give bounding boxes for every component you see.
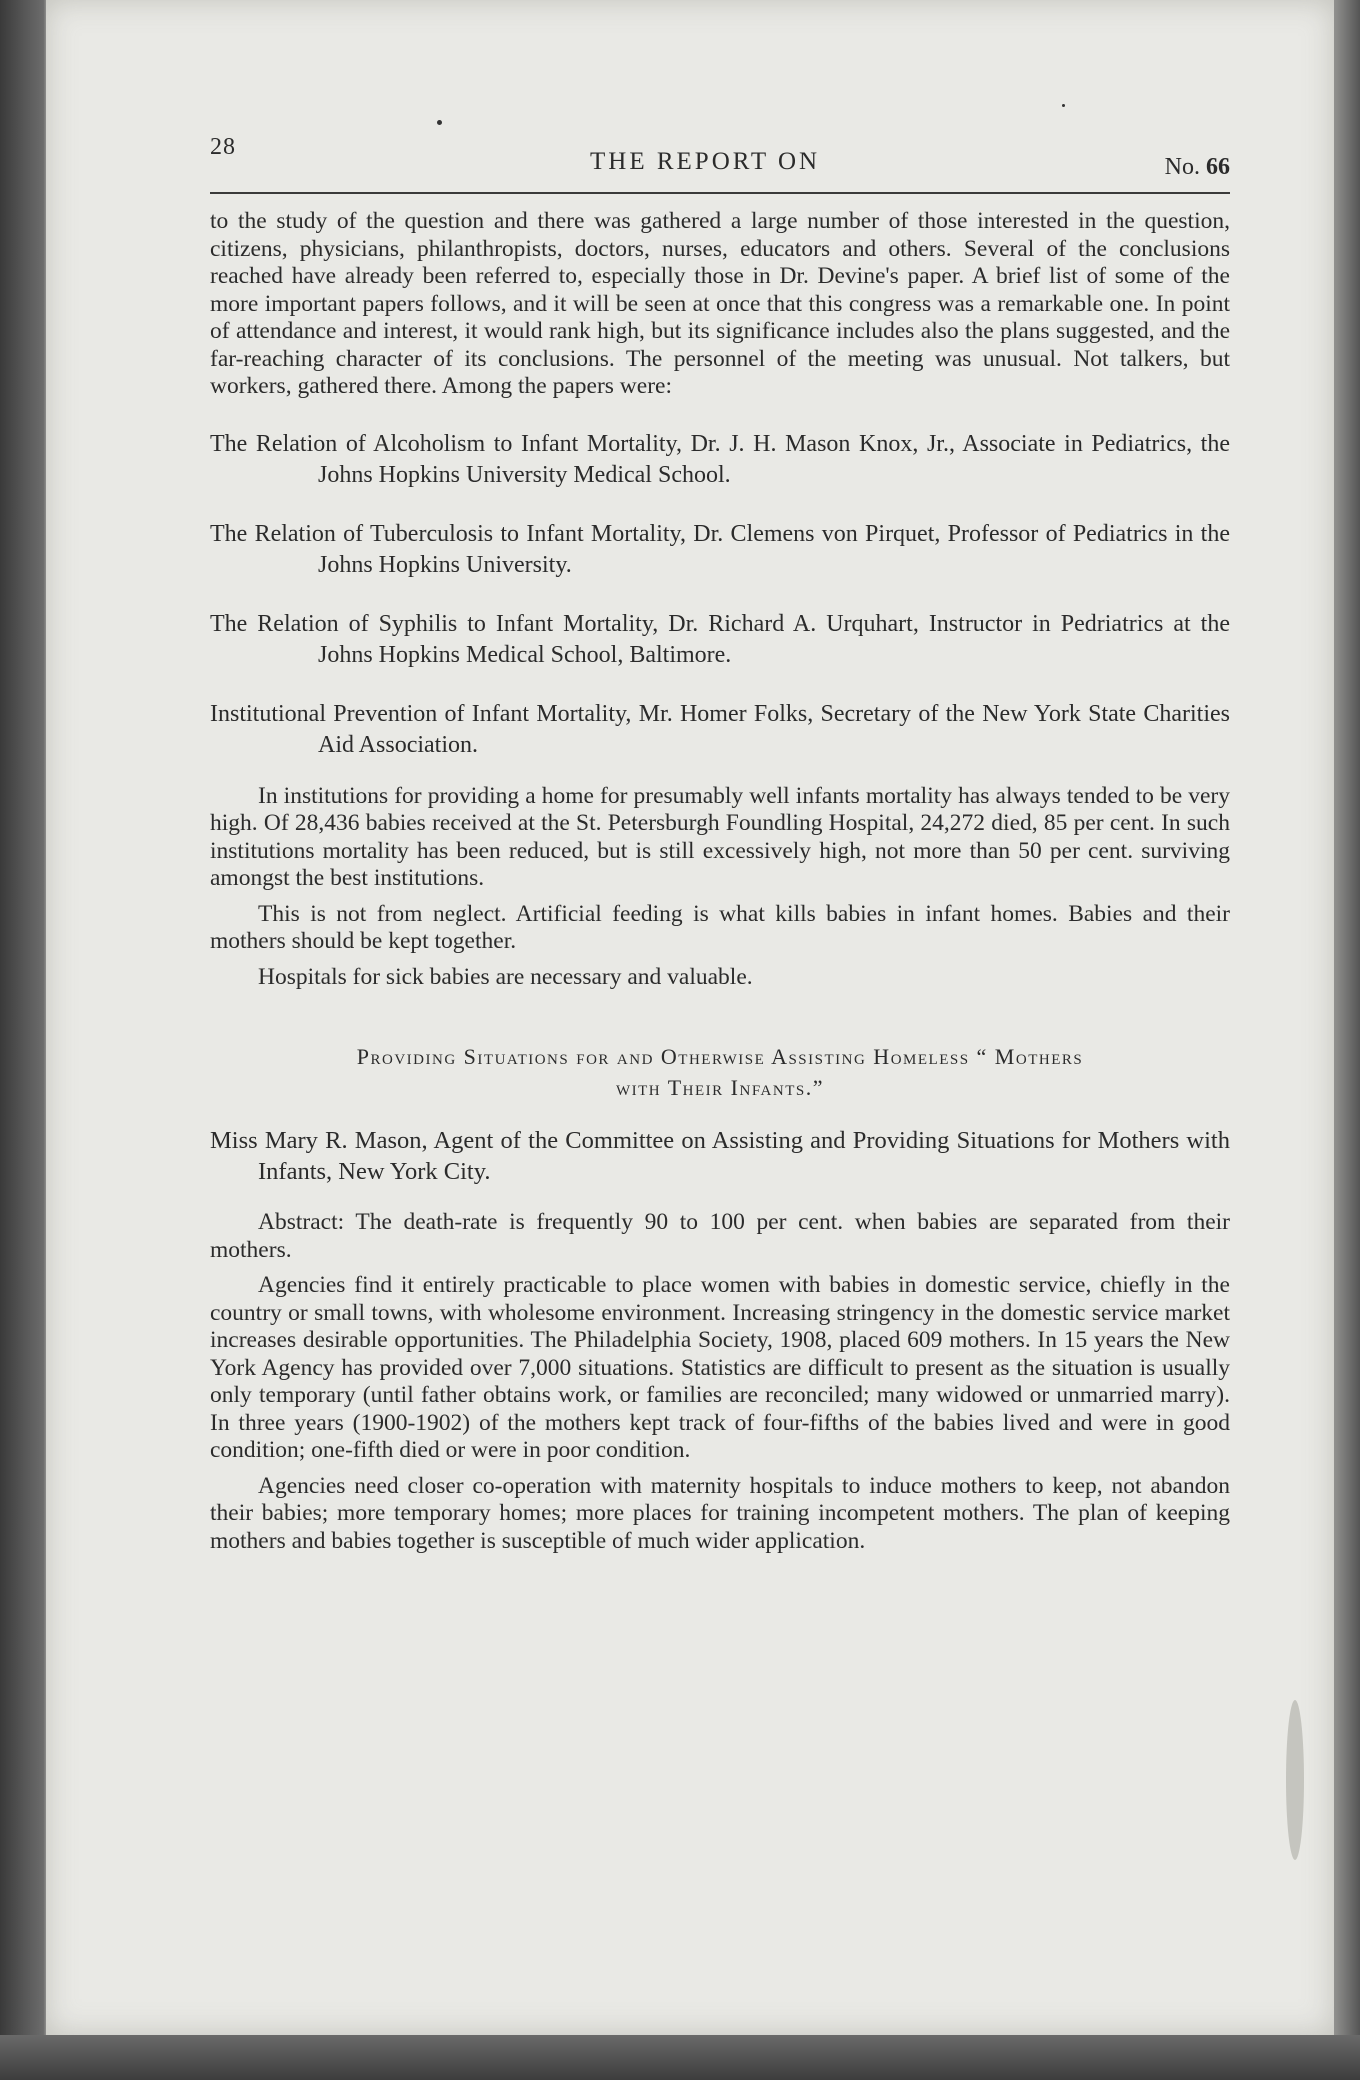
ink-speck [1062, 104, 1065, 107]
page-number: 28 [210, 134, 236, 160]
paper-entry-tuberculosis: The Relation of Tuberculosis to Infant Mortality, Dr. Clemens von Pirquet, Professor of Pediatrics in the Johns Hopkins University. [210, 520, 1230, 578]
issue-value: 66 [1206, 154, 1230, 180]
page-content [210, 130, 1230, 1555]
abstract-paragraph: Abstract: The death-rate is frequently 90 to 100 per cent. when babies are separated from their mothers. [210, 1209, 1230, 1263]
section-heading-line-1: Providing Situations for and Otherwise Assisting Homeless “ Mothers [356, 1044, 1084, 1069]
paper-entry-alcoholism: The Relation of Alcoholism to Infant Mortality, Dr. J. H. Mason Knox, Jr., Associate in Pediatrics, the Johns Hopkins University Medical School. [210, 430, 1230, 488]
neglect-paragraph: This is not from neglect. Artificial feeding is what kills babies in infant homes. Babies and their mothers should be kept together. [210, 900, 1230, 954]
paper-entry-syphilis: The Relation of Syphilis to Infant Mortality, Dr. Richard A. Urquhart, Instructor in Pedriatrics at the Johns Hopkins Medical School, Baltimore. [210, 610, 1230, 668]
running-header [210, 130, 1230, 194]
paper-entry-institutional-prevention: Institutional Prevention of Infant Mortality, Mr. Homer Folks, Secretary of the New York State Charities Aid Association. [210, 700, 1230, 758]
institutions-paragraph: In institutions for providing a home for presumably well infants mortality has always tended to be very high. Of 28,436 babies received at the St. Petersburgh Foundling Hospital, 24,272 died, 85 per cent. In such institutions mortality has been reduced, but is still excessively high, not more than 50 per cent. surviving amongst the best institutions. [210, 782, 1230, 891]
page-edge-shadow [1286, 1700, 1304, 1860]
closing-paragraph: Agencies need closer co-operation with maternity hospitals to induce mothers to keep, not abandon their babies; more temporary homes; more places for training incompetent mothers. The plan of keeping mothers and babies together is susceptible of much wider application. [210, 1472, 1230, 1554]
hospitals-paragraph: Hospitals for sick babies are necessary and valuable. [258, 963, 753, 990]
intro-paragraph: to the study of the question and there was gathered a large number of those interested in the question, citizens, physicians, philanthropists, doctors, nurses, educators and others. Several of the conclusions reached have already been referred to, especially those in Dr. Devine's paper. A brief list of some of the more important papers follows, and it will be seen at once that this congress was a remarkable one. In point of attendance and interest, it would rank high, but its significance includes also the plans suggested, and the far-reaching character of its conclusions. The personnel of the meeting was unusual. Not talkers, but workers, gathered there. Among the papers were: [210, 208, 1230, 399]
section-author: Miss Mary R. Mason, Agent of the Committee on Assisting and Providing Situations for Mothers with Infants, New York City. [210, 1127, 1230, 1185]
issue-number [1165, 154, 1230, 181]
running-title: THE REPORT ON [590, 148, 821, 175]
scan-bottom-edge [0, 2035, 1360, 2080]
agencies-paragraph: Agencies find it entirely practicable to place women with babies in domestic service, chiefly in the country or small towns, with wholesome environment. Increasing stringency in the domestic service market increases desirable opportunities. The Philadelphia Society, 1908, placed 609 mothers. In 15 years the New York Agency has provided over 7,000 situations. Statistics are difficult to present as the situation is usually only temporary (until father obtains work, or families are reconciled; many widowed or unmarried marry). In three years (1900-1902) of the mothers kept track of four-fifths of the babies lived and were in good condition; one-fifth died or were in poor condition. [210, 1272, 1230, 1463]
issue-prefix: No. [1164, 154, 1200, 180]
section-heading-line-2: with Their Infants.” [615, 1075, 824, 1100]
section-heading [210, 1041, 1230, 1103]
ink-speck [437, 120, 442, 125]
